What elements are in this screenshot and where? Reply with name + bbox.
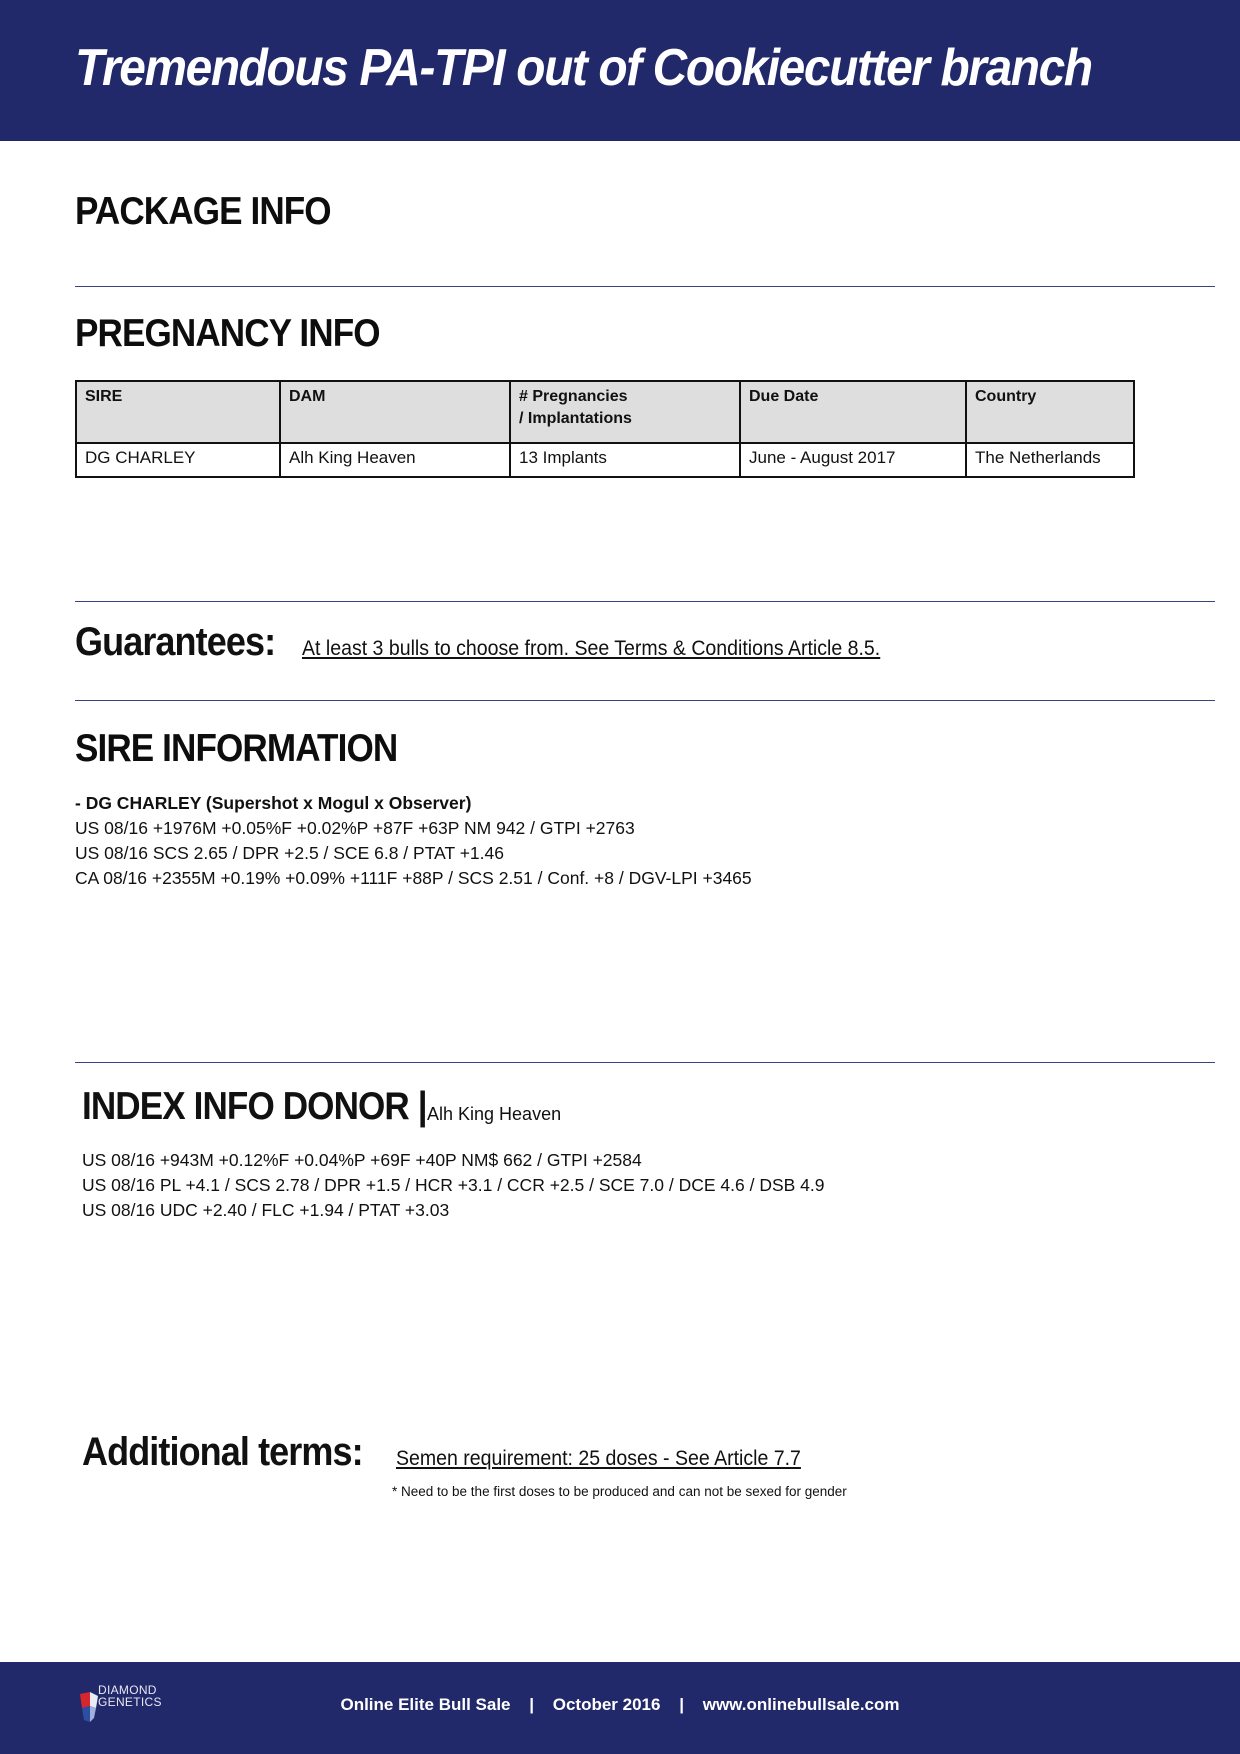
footer-separator: | (679, 1695, 684, 1714)
donor-name: Alh King Heaven (427, 1104, 562, 1124)
footer-event: Online Elite Bull Sale (340, 1695, 511, 1714)
footer-url[interactable]: www.onlinebullsale.com (702, 1695, 900, 1714)
col-header-due-date: Due Date (740, 381, 966, 443)
footer (0, 1662, 1240, 1754)
sire-title-line: - DG CHARLEY (Supershot x Mogul x Observer) (75, 793, 472, 813)
divider (75, 286, 1215, 287)
sire-info-line: US 08/16 SCS 2.65 / DPR +2.5 / SCE 6.8 / PTAT +1.46 (75, 843, 504, 863)
additional-terms-note: * Need to be the first doses to be produced and can not be sexed for gender (392, 1484, 847, 1499)
donor-info-block (82, 1148, 825, 1223)
table-row (76, 443, 1134, 477)
donor-heading-title: INDEX INFO DONOR | (82, 1085, 427, 1128)
cell-country: The Netherlands (966, 443, 1134, 477)
col-header-dam: DAM (280, 381, 510, 443)
sire-info-line: CA 08/16 +2355M +0.19% +0.09% +111F +88P / SCS 2.51 / Conf. +8 / DGV-LPI +3465 (75, 868, 752, 888)
cell-sire: DG CHARLEY (76, 443, 280, 477)
divider (75, 1062, 1215, 1063)
logo-line-2: GENETICS (98, 1695, 162, 1709)
cell-pregnancies: 13 Implants (510, 443, 740, 477)
footer-text (0, 1695, 1240, 1715)
additional-terms-label: Additional terms: (82, 1430, 363, 1474)
col-header-country: Country (966, 381, 1134, 443)
pregnancy-info-heading: PREGNANCY INFO (75, 312, 380, 355)
col-header-sire: SIRE (76, 381, 280, 443)
sire-info-line: US 08/16 +1976M +0.05%F +0.02%P +87F +63P NM 942 / GTPI +2763 (75, 818, 635, 838)
page-title: Tremendous PA-TPI out of Cookiecutter branch (75, 39, 1092, 97)
table-header-row (76, 381, 1134, 443)
header-banner (0, 0, 1240, 141)
divider (75, 601, 1215, 602)
cell-dam: Alh King Heaven (280, 443, 510, 477)
col-header-pregnancies: # Pregnancies / Implantations (510, 381, 740, 443)
donor-info-line: US 08/16 PL +4.1 / SCS 2.78 / DPR +1.5 / HCR +3.1 / CCR +2.5 / SCE 7.0 / DCE 4.6 / DSB 4.9 (82, 1175, 825, 1195)
sire-information-heading: SIRE INFORMATION (75, 727, 398, 770)
sire-info-block (75, 791, 752, 891)
logo-line-1: DIAMOND (98, 1683, 157, 1697)
footer-date: October 2016 (552, 1695, 661, 1714)
additional-terms-text: Semen requirement: 25 doses - See Article 7.7 (396, 1447, 801, 1470)
donor-info-line: US 08/16 +943M +0.12%F +0.04%P +69F +40P NM$ 662 / GTPI +2584 (82, 1150, 642, 1170)
package-info-heading: PACKAGE INFO (75, 190, 331, 233)
donor-info-line: US 08/16 UDC +2.40 / FLC +1.94 / PTAT +3.03 (82, 1200, 450, 1220)
pregnancy-table (75, 380, 1135, 478)
footer-separator: | (529, 1695, 535, 1714)
divider (75, 700, 1215, 701)
guarantees-label: Guarantees: (75, 620, 276, 664)
cell-due-date: June - August 2017 (740, 443, 966, 477)
donor-heading (82, 1085, 562, 1129)
guarantees-text: At least 3 bulls to choose from. See Terms & Conditions Article 8.5. (302, 637, 881, 660)
